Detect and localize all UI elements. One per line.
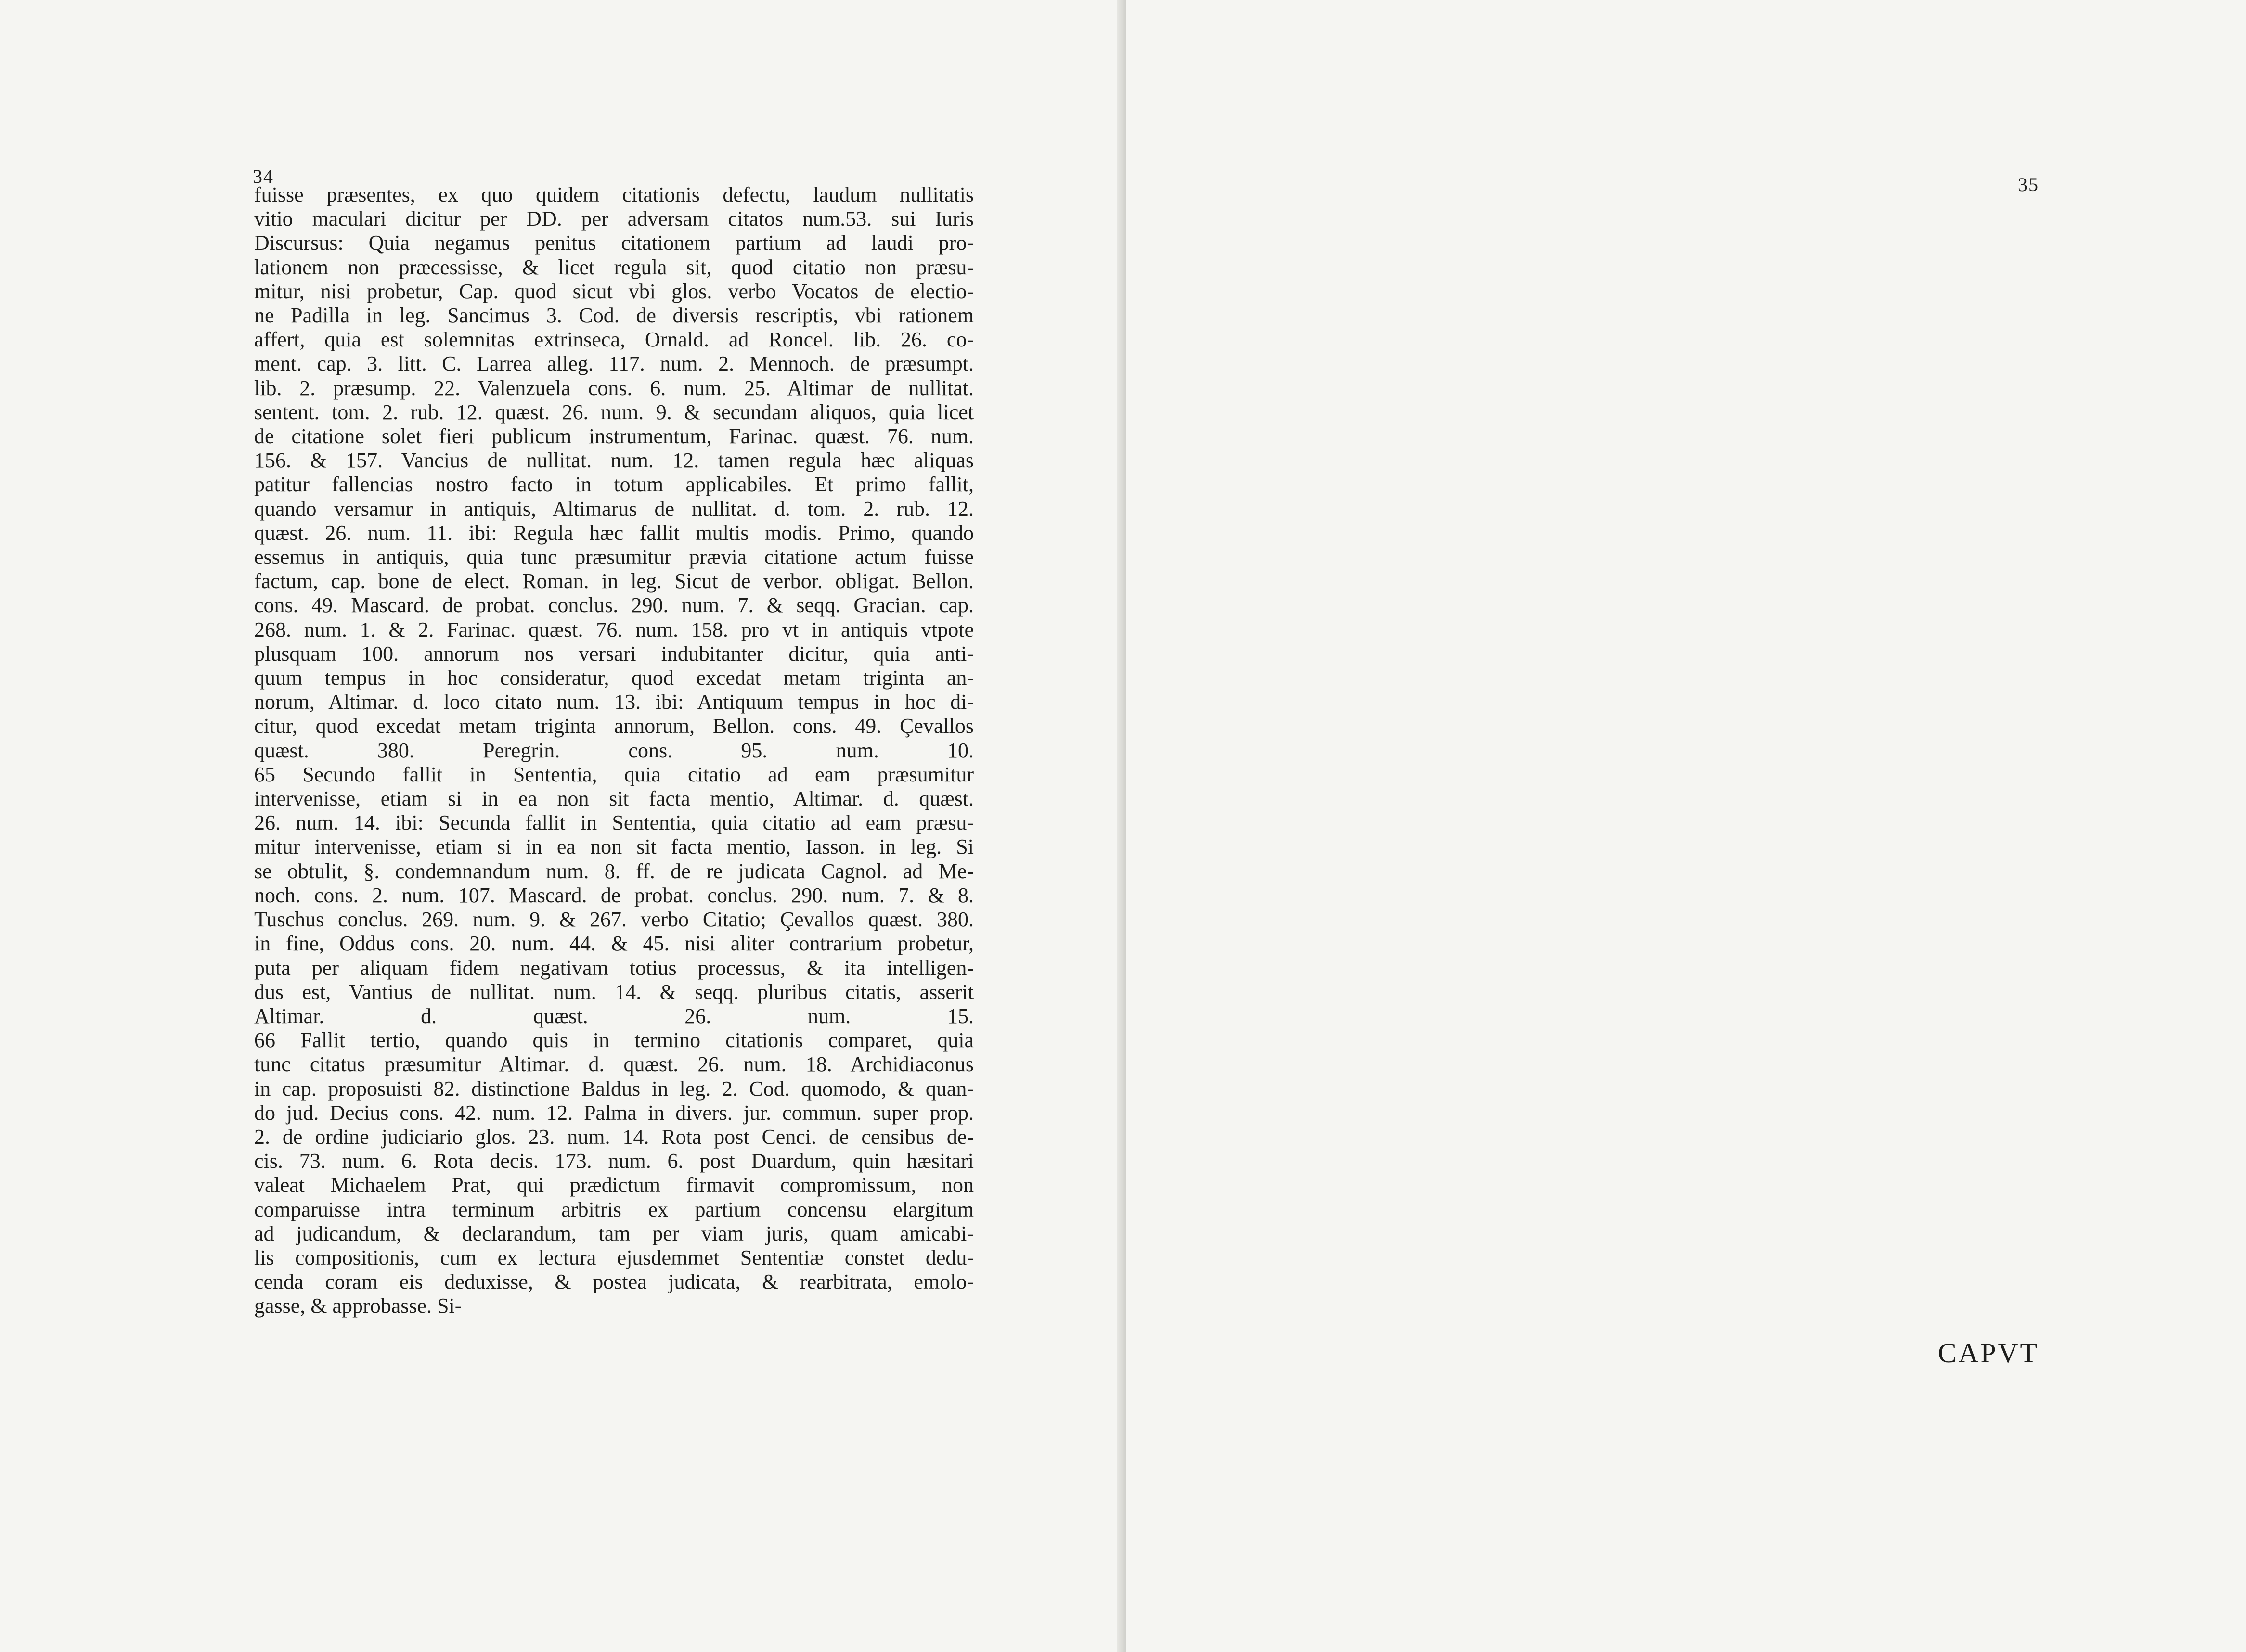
- left-page-number: 34: [253, 166, 274, 187]
- left-page-text-line: 156. & 157. Vancius de nullitat. num. 12. tamen regula hæc aliquas: [254, 448, 974, 473]
- left-page-text-line: factum, cap. bone de elect. Roman. in leg. Sicut de verbor. obligat. Bellon.: [254, 569, 974, 593]
- left-page-text-line: Tuschus conclus. 269. num. 9. & 267. verbo Citatio; Çevallos quæst. 380.: [254, 908, 974, 932]
- left-page-text-line: valeat Michaelem Prat, qui prædictum firmavit compromissum, non: [254, 1173, 974, 1197]
- left-page-text-line: ment. cap. 3. litt. C. Larrea alleg. 117. num. 2. Mennoch. de præsumpt.: [254, 352, 974, 376]
- left-page-text-line: mitur intervenisse, etiam si in ea non sit facta mentio, Iasson. in leg. Si: [254, 835, 974, 859]
- left-page-text-line: cons. 49. Mascard. de probat. conclus. 290. num. 7. & seqq. Gracian. cap.: [254, 593, 974, 617]
- left-page-text-line: de citatione solet fieri publicum instrumentum, Farinac. quæst. 76. num.: [254, 424, 974, 448]
- left-page-text-line: norum, Altimar. d. loco citato num. 13. ibi: Antiquum tempus in hoc di-: [254, 690, 974, 714]
- left-page-text-line: in cap. proposuisti 82. distinctione Baldus in leg. 2. Cod. quomodo, & quan-: [254, 1076, 974, 1101]
- left-page-text-line: vitio maculari dicitur per DD. per adversam citatos num.53. sui Iuris: [254, 207, 974, 231]
- left-page-text-line: Discursus: Quia negamus penitus citationem partium ad laudi pro-: [254, 231, 974, 255]
- left-page-text-line: mitur, nisi probetur, Cap. quod sicut vbi glos. verbo Vocatos de electio-: [254, 279, 974, 303]
- left-page-text-line: lis compositionis, cum ex lectura ejusdemmet Sententiæ constet dedu-: [254, 1245, 974, 1269]
- left-page-text-line: quæst. 380. Peregrin. cons. 95. num. 10.: [254, 738, 974, 762]
- left-page-text-line: 26. num. 14. ibi: Secunda fallit in Sententia, quia citatio ad eam præsu-: [254, 811, 974, 835]
- left-page-text-line: intervenisse, etiam si in ea non sit facta mentio, Altimar. d. quæst.: [254, 787, 974, 811]
- left-page-text-line: ad judicandum, & declarandum, tam per viam juris, quam amicabi-: [254, 1221, 974, 1245]
- left-page-text-line: lib. 2. præsump. 22. Valenzuela cons. 6. num. 25. Altimar de nullitat.: [254, 376, 974, 400]
- left-page-text-line: lationem non præcessisse, & licet regula sit, quod citatio non præsu-: [254, 255, 974, 279]
- left-page-text-line: quæst. 26. num. 11. ibi: Regula hæc fallit multis modis. Primo, quando: [254, 521, 974, 545]
- left-page-text-line: Altimar. d. quæst. 26. num. 15.: [254, 1004, 974, 1028]
- left-page-text-line: cis. 73. num. 6. Rota decis. 173. num. 6. post Duardum, quin hæsitari: [254, 1149, 974, 1173]
- left-page-text-line: quum tempus in hoc consideratur, quod excedat metam triginta an-: [254, 666, 974, 690]
- left-page-text-line: dus est, Vantius de nullitat. num. 14. & seqq. pluribus citatis, asserit: [254, 980, 974, 1004]
- left-page-text-line: affert, quia est solemnitas extrinseca, Ornald. ad Roncel. lib. 26. co-: [254, 328, 974, 352]
- left-page-text-line: essemus in antiquis, quia tunc præsumitur prævia citatione actum fuisse: [254, 545, 974, 569]
- catchword: CAPVT: [1937, 1337, 2039, 1369]
- left-page-text-line: patitur fallencias nostro facto in totum applicabiles. Et primo fallit,: [254, 473, 974, 497]
- left-page-text: [254, 183, 974, 1319]
- left-page-text-line: se obtulit, §. condemnandum num. 8. ff. de re judicata Cagnol. ad Me-: [254, 859, 974, 883]
- left-page-text-line: quando versamur in antiquis, Altimarus de nullitat. d. tom. 2. rub. 12.: [254, 497, 974, 521]
- right-page-number: 35: [2018, 174, 2039, 195]
- left-page-text-line: 65 Secundo fallit in Sententia, quia citatio ad eam præsumitur: [254, 762, 974, 786]
- left-page-text-line: 66 Fallit tertio, quando quis in termino citationis comparet, quia: [254, 1028, 974, 1052]
- left-page-text-line: fuisse præsentes, ex quo quidem citationis defectu, laudum nullitatis: [254, 183, 974, 206]
- left-page-text-line: noch. cons. 2. num. 107. Mascard. de probat. conclus. 290. num. 7. & 8.: [254, 883, 974, 907]
- left-page-text-line: do jud. Decius cons. 42. num. 12. Palma in divers. jur. commun. super prop.: [254, 1101, 974, 1125]
- left-page-text-line: plusquam 100. annorum nos versari indubitanter dicitur, quia anti-: [254, 641, 974, 666]
- left-page-text-line: gasse, & approbasse. Si-: [254, 1294, 462, 1318]
- left-page-text-line: 2. de ordine judiciario glos. 23. num. 14. Rota post Cenci. de censibus de-: [254, 1125, 974, 1149]
- left-page-text-line: ne Padilla in leg. Sancimus 3. Cod. de diversis rescriptis, vbi rationem: [254, 304, 974, 328]
- left-page-text-line: in fine, Oddus cons. 20. num. 44. & 45. nisi aliter contrarium probetur,: [254, 932, 974, 956]
- left-page-text-line: cenda coram eis deduxisse, & postea judicata, & rearbitrata, emolo-: [254, 1270, 974, 1294]
- left-page-text-line: 268. num. 1. & 2. Farinac. quæst. 76. num. 158. pro vt in antiquis vtpote: [254, 617, 974, 641]
- left-page-text-line: puta per aliquam fidem negativam totius processus, & ita intelligen-: [254, 956, 974, 980]
- left-page-text-line: sentent. tom. 2. rub. 12. quæst. 26. num. 9. & secundam aliquos, quia licet: [254, 400, 974, 424]
- right-page: [1126, 0, 2246, 1652]
- left-page-text-line: citur, quod excedat metam triginta annorum, Bellon. cons. 49. Çevallos: [254, 714, 974, 738]
- left-page-text-line: comparuisse intra terminum arbitris ex partium concensu elargitum: [254, 1197, 974, 1221]
- left-page-text-line: tunc citatus præsumitur Altimar. d. quæst. 26. num. 18. Archidiaconus: [254, 1052, 974, 1076]
